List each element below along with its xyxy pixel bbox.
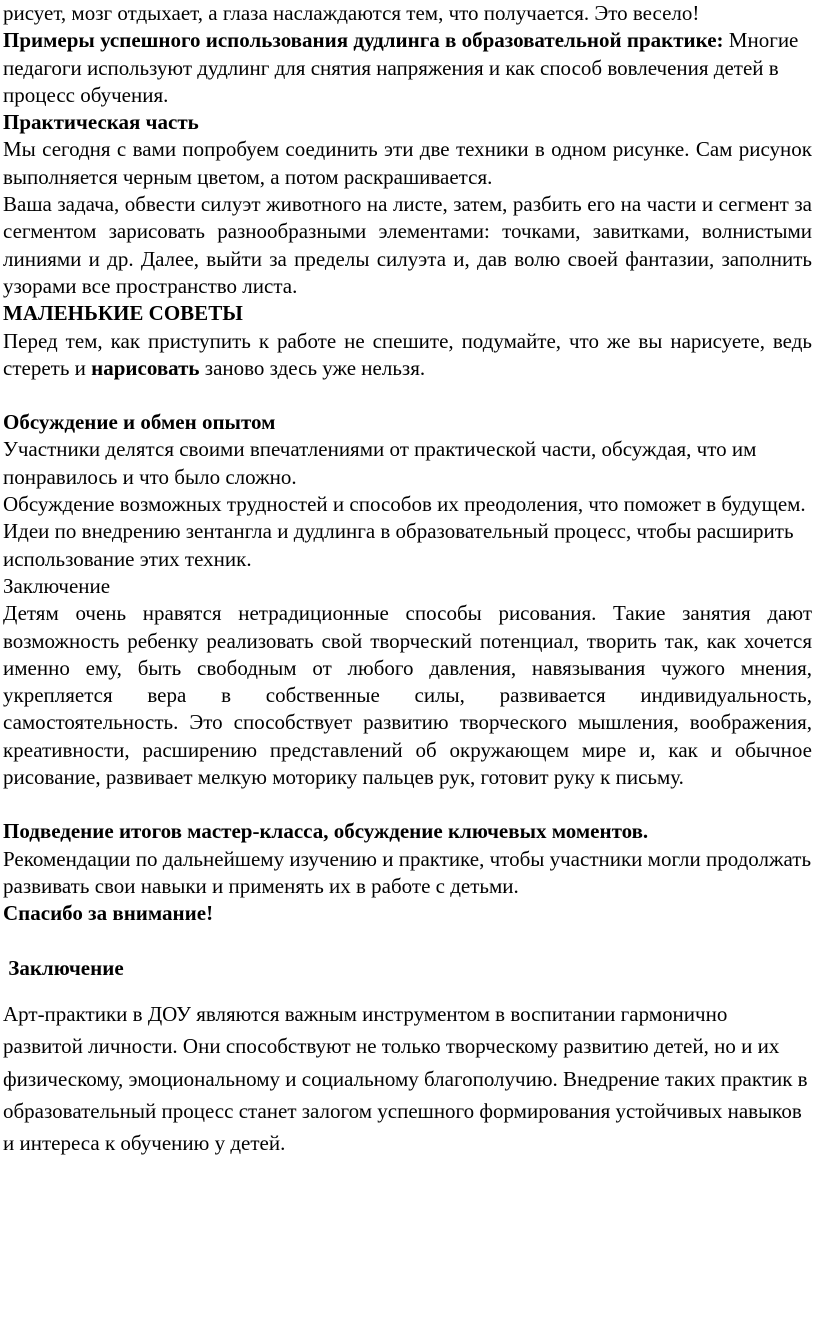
spacer [3, 791, 812, 818]
practical-heading [3, 109, 812, 136]
spacer [3, 982, 812, 998]
spacer [3, 382, 812, 409]
tips-text-bold: нарисовать [91, 355, 200, 380]
conclusion-body [3, 998, 812, 1160]
tips-heading-text: МАЛЕНЬКИЕ СОВЕТЫ [3, 301, 243, 326]
conclusion-heading-2 [3, 955, 812, 982]
summary-heading-text: Подведение итогов мастер-класса, обсуждение ключевых моментов. [3, 819, 649, 844]
discussion-paragraph-2: Обсуждение возможных трудностей и способов их преодоления, что поможет в будущем. [3, 492, 806, 517]
discussion-paragraph-1: Участники делятся своими впечатлениями от практической части, обсуждая, что им понравилось и что было сложно. [3, 437, 757, 489]
spacer [3, 928, 812, 955]
examples-heading: Примеры успешного использования дудлинга в образовательной практике: [3, 28, 724, 53]
thanks-line [3, 900, 812, 927]
practical-heading-text: Практическая часть [3, 110, 199, 135]
discussion-heading-text: Обсуждение и обмен опытом [3, 410, 276, 435]
practical-paragraph-2: Ваша задача, обвести силуэт животного на листе, затем, разбить его на части и сегмент за сегментом зарисовать разнообразными элементами: точками, завитками, волнистыми линиями и др. Далее, выйти за пределы силуэта и, дав волю своей фантазии, заполнить узорами все пространство листа. [3, 192, 812, 298]
tips-text-before: Перед тем, как приступить к работе не спешите, подумайте, что же вы нарисуете, ведь стереть и [3, 328, 812, 380]
tips-heading [3, 300, 812, 327]
tips-paragraph [3, 328, 812, 383]
examples-paragraph [3, 27, 812, 109]
conclusion-paragraph-2: Арт-практики в ДОУ являются важным инструментом в воспитании гармонично развитой личности. Они способствуют не только творческому развитию детей, но и их физическому, эмоциональному и социальному благополучию. Внедрение таких практик в образовательный процесс станет залогом успешного формирования устойчивых навыков и интереса к обучению у детей. [3, 1001, 808, 1156]
summary-heading [3, 818, 812, 845]
conclusion-heading-2-text: Заключение [3, 955, 124, 980]
conclusion-heading-1: Заключение [3, 573, 111, 598]
thanks-text: Спасибо за внимание! [3, 901, 214, 926]
conclusion-paragraph-1: Детям очень нравятся нетрадиционные способы рисования. Такие занятия дают возможность ребенку реализовать свой творческий потенциал, творить так, как хочется именно ему, быть свободным от любого давления, навязывания чужого мнения, укрепляется вера в собственные силы, развивается индивидуальность, самостоятельность. Это способствует развитию творческого мышления, воображения, креативности, расширению представлений об окружающем мире и, как и обычное рисование, развивает мелкую моторику пальцев рук, готовит руку к письму. [3, 601, 812, 790]
practical-paragraph-1: Мы сегодня с вами попробуем соединить эти две техники в одном рисунке. Сам рисунок выполняется черным цветом, а потом раскрашивается. [3, 137, 812, 189]
tips-text-after: заново здесь уже нельзя. [199, 355, 426, 380]
discussion-heading [3, 409, 812, 436]
examples-text: Многие педагоги используют дудлинг для снятия напряжения и как способ вовлечения детей в процесс обучения. [3, 28, 799, 107]
discussion-paragraph-3: Идеи по внедрению зентангла и дудлинга в образовательный процесс, чтобы расширить использование этих техник. [3, 519, 794, 571]
summary-paragraph: Рекомендации по дальнейшему изучению и практике, чтобы участники могли продолжать развивать свои навыки и применять их в работе с детьми. [3, 846, 812, 898]
intro-paragraph: рисует, мозг отдыхает, а глаза наслаждаются тем, что получается. Это весело! [3, 1, 700, 25]
